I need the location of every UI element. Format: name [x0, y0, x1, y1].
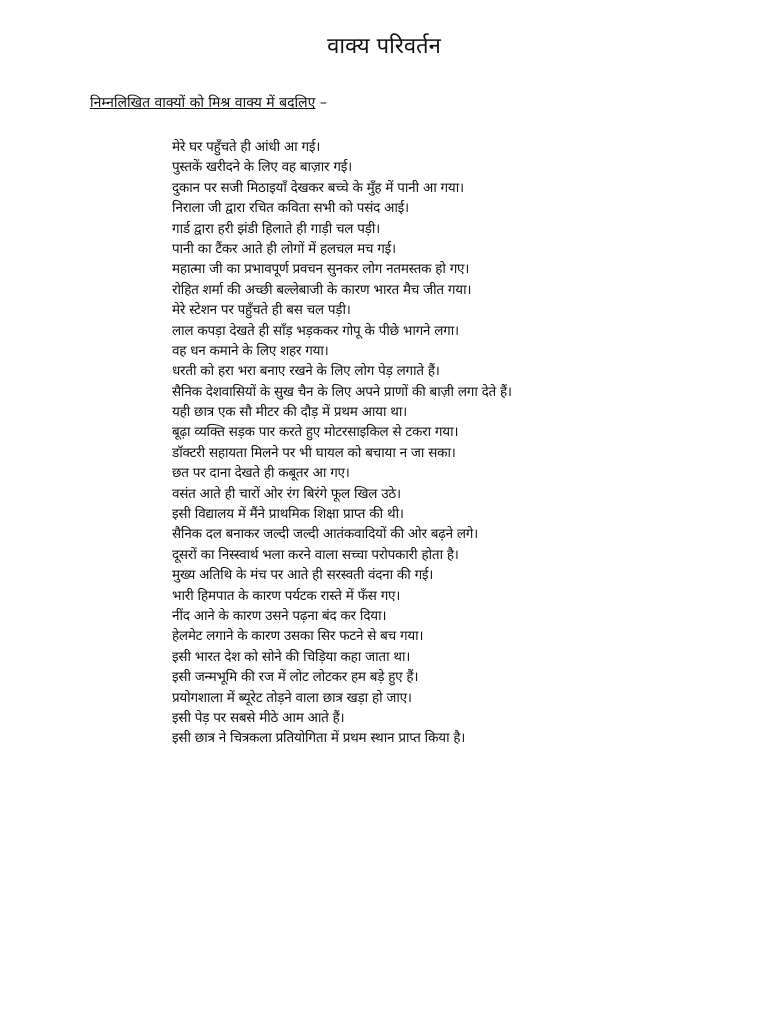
sentence-item: दुकान पर सजी मिठाइयाँ देखकर बच्चे के मुँह में पानी आ गया। [172, 179, 464, 196]
sentence-item: मेरे स्टेशन पर पहुँचते ही बस चल पड़ी। [172, 302, 351, 319]
sentence-item: पुस्तकें खरीदने के लिए वह बाज़ार गई। [172, 159, 352, 176]
sentence-item: पानी का टैंकर आते ही लोगों में हलचल मच गई। [172, 240, 396, 257]
sentence-item: हेलमेट लगाने के कारण उसका सिर फटने से बच गया। [172, 628, 424, 645]
sentence-item: धरती को हरा भरा बनाए रखने के लिए लोग पेड़ लगाते हैं। [172, 363, 440, 380]
sentence-item: इसी भारत देश को सोने की चिड़िया कहा जाता था। [172, 648, 411, 665]
sentence-item: यही छात्र एक सौ मीटर की दौड़ में प्रथम आया था। [172, 404, 407, 421]
sentence-item: वह धन कमाने के लिए शहर गया। [172, 342, 329, 359]
instruction-line [90, 92, 327, 114]
sentence-item: छत पर दाना देखते ही कबूतर आ गए। [172, 465, 350, 482]
sentence-item: प्रयोगशाला में ब्यूरेट तोड़ने वाला छात्र खड़ा हो जाए। [172, 689, 412, 706]
sentence-item: निराला जी द्वारा रचित कविता सभी को पसंद आई। [172, 200, 409, 217]
sentence-item: मुख्य अतिथि के मंच पर आते ही सरस्वती वंदना की गई। [172, 567, 434, 584]
sentence-item: नींद आने के कारण उसने पढ़ना बंद कर दिया। [172, 607, 387, 624]
sentence-list [172, 137, 512, 749]
sentence-item: सैनिक दल बनाकर जल्दी जल्दी आतंकवादियों की ओर बढ़ने लगे। [172, 526, 478, 543]
instruction-dash: – [315, 95, 327, 111]
sentence-item: भारी हिमपात के कारण पर्यटक रास्ते में फँस गए। [172, 587, 401, 604]
sentence-item: सैनिक देशवासियों के सुख चैन के लिए अपने प्राणों की बाज़ी लगा देते हैं। [172, 383, 512, 400]
sentence-item: दूसरों का निस्स्वार्थ भला करने वाला सच्चा परोपकारी होता है। [172, 546, 459, 563]
sentence-item: बूढ़ा व्यक्ति सड़क पार करते हुए मोटरसाइकिल से टकरा गया। [172, 424, 459, 441]
sentence-item: लाल कपड़ा देखते ही साँड़ भड़ककर गोपू के पीछे भागने लगा। [172, 322, 459, 339]
sentence-item: इसी विद्यालय में मैंने प्राथमिक शिक्षा प्राप्त की थी। [172, 506, 404, 523]
sentence-item: इसी छात्र ने चित्रकला प्रतियोगिता में प्रथम स्थान प्राप्त किया है। [172, 730, 466, 747]
sentence-item: डॉक्टरी सहायता मिलने पर भी घायल को बचाया न जा सका। [172, 444, 456, 461]
sentence-item: इसी पेड़ पर सबसे मीठे आम आते हैं। [172, 709, 345, 726]
sentence-item: गार्ड द्वारा हरी झंडी हिलाते ही गाड़ी चल पड़ी। [172, 220, 381, 237]
instruction-text: निम्नलिखित वाक्यों को मिश्र वाक्य में बदलिए [90, 95, 316, 111]
page-title: वाक्य परिवर्तन [327, 34, 441, 59]
sentence-item: रोहित शर्मा की अच्छी बल्लेबाजी के कारण भारत मैच जीत गया। [172, 281, 472, 298]
sentence-item: मेरे घर पहुँचते ही आंधी आ गई। [172, 139, 321, 155]
sentence-item: महात्मा जी का प्रभावपूर्ण प्रवचन सुनकर लोग नतमस्तक हो गए। [172, 261, 470, 278]
sentence-item: इसी जन्मभूमि की रज में लोट लोटकर हम बड़े हुए हैं। [172, 669, 419, 686]
sentence-item: वसंत आते ही चारों ओर रंग बिरंगे फूल खिल उठे। [172, 485, 401, 502]
